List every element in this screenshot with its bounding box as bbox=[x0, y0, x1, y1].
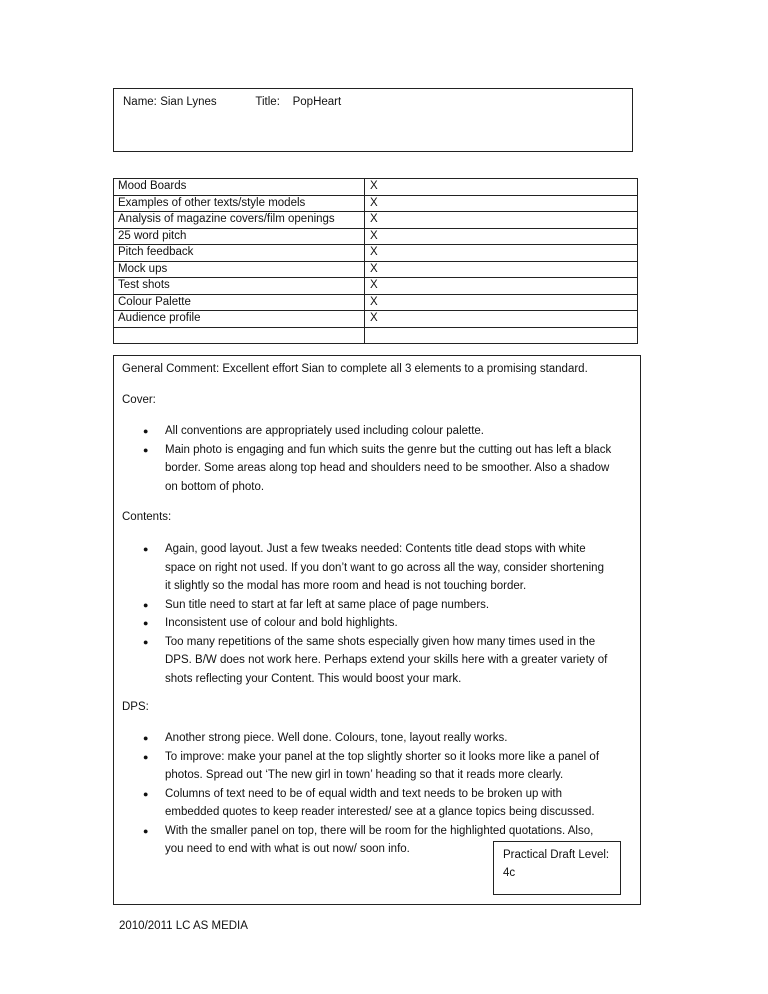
checklist-row bbox=[114, 327, 638, 344]
checklist-row bbox=[114, 278, 638, 295]
checklist-mark: X bbox=[365, 294, 638, 311]
bullet-icon: ● bbox=[143, 426, 149, 436]
name-label: Name: bbox=[123, 96, 157, 108]
comment-bullet-line: Main photo is engaging and fun which suits the genre but the cutting out has left a black bbox=[165, 443, 612, 456]
bullet-icon: ● bbox=[143, 788, 149, 799]
contents-heading: Contents: bbox=[122, 511, 172, 523]
checklist-row bbox=[114, 212, 638, 229]
bullet-icon: ● bbox=[143, 733, 149, 743]
checklist-row bbox=[114, 179, 638, 196]
comment-bullet-line: With the smaller panel on top, there will be room for the highlighted quotations. Also, bbox=[165, 824, 594, 837]
comment-bullet-line: Inconsistent use of colour and bold highlights. bbox=[165, 617, 398, 629]
comment-bullet-line: border. Some areas along top head and shoulders need to be smoother. Also a shadow bbox=[165, 462, 610, 474]
checklist-mark bbox=[365, 327, 638, 344]
header-box bbox=[113, 88, 633, 152]
comment-bullet-line: it slightly so the modal has more room and head is not touching border. bbox=[165, 580, 527, 592]
comment-bullet-line: space on right not used. If you don’t want to go across all the way, consider shortening bbox=[165, 561, 604, 574]
comment-box bbox=[113, 355, 641, 905]
checklist-row bbox=[114, 245, 638, 262]
draft-level-label: Practical Draft Level: bbox=[503, 849, 610, 861]
comment-bullet-line: All conventions are appropriately used including colour palette. bbox=[165, 425, 485, 437]
checklist-mark: X bbox=[365, 311, 638, 328]
draft-level-box bbox=[493, 841, 621, 895]
checklist-item: Audience profile bbox=[114, 311, 365, 328]
checklist-item: Mock ups bbox=[114, 261, 365, 278]
checklist-item: Mood Boards bbox=[114, 179, 365, 196]
comment-bullet-line: shots reflecting your Content. This would boost your mark. bbox=[165, 672, 462, 685]
checklist-item: Test shots bbox=[114, 278, 365, 295]
checklist-row bbox=[114, 195, 638, 212]
comment-bullet-line: Sun title need to start at far left at same place of page numbers. bbox=[165, 598, 490, 611]
checklist-mark: X bbox=[365, 212, 638, 229]
checklist-item: 25 word pitch bbox=[114, 228, 365, 245]
name-value: Sian Lynes bbox=[160, 96, 217, 108]
checklist-item: Pitch feedback bbox=[114, 245, 365, 262]
cover-heading: Cover: bbox=[122, 394, 156, 406]
comment-bullet-line: Another strong piece. Well done. Colours, tone, layout really works. bbox=[165, 732, 508, 744]
checklist-item bbox=[114, 327, 365, 344]
checklist-table bbox=[113, 178, 638, 344]
comment-bullet-line: To improve: make your panel at the top slightly shorter so it looks more like a panel of bbox=[165, 750, 600, 763]
checklist-mark: X bbox=[365, 228, 638, 245]
bullet-icon: ● bbox=[143, 618, 149, 628]
comment-bullet-line: on bottom of photo. bbox=[165, 480, 265, 493]
bullet-icon: ● bbox=[143, 544, 149, 554]
checklist-row bbox=[114, 261, 638, 278]
bullet-icon: ● bbox=[143, 444, 149, 455]
checklist-mark: X bbox=[365, 195, 638, 212]
checklist-row bbox=[114, 311, 638, 328]
bullet-icon: ● bbox=[143, 636, 149, 647]
title-label: Title: bbox=[255, 96, 280, 108]
checklist-mark: X bbox=[365, 278, 638, 295]
checklist-mark: X bbox=[365, 179, 638, 196]
comment-bullet-line: Columns of text need to be of equal width and text needs to be broken up with bbox=[165, 787, 563, 800]
checklist-mark: X bbox=[365, 245, 638, 262]
comment-bullet-line: photos. Spread out ‘The new girl in town’ heading so that it reads more clearly. bbox=[165, 769, 564, 781]
general-comment: General Comment: Excellent effort Sian to complete all 3 elements to a promising standard. bbox=[122, 363, 588, 375]
footer-text: 2010/2011 LC AS MEDIA bbox=[119, 920, 248, 932]
checklist-row bbox=[114, 228, 638, 245]
checklist-mark: X bbox=[365, 261, 638, 278]
checklist-item: Analysis of magazine covers/film openings bbox=[114, 212, 365, 229]
comment-bullet-line: Again, good layout. Just a few tweaks needed: Contents title dead stops with white bbox=[165, 543, 586, 555]
bullet-icon: ● bbox=[143, 599, 149, 610]
bullet-icon: ● bbox=[143, 751, 149, 762]
comment-bullet-line: embedded quotes to keep reader interested/ see at a glance topics being discussed. bbox=[165, 806, 595, 818]
comment-bullet-line: DPS. B/W does not work here. Perhaps extend your skills here with a greater variety of bbox=[165, 654, 608, 666]
header-line bbox=[123, 96, 341, 108]
comment-bullet-line: you need to end with what is out now/ soon info. bbox=[165, 843, 410, 855]
draft-level-value: 4c bbox=[503, 867, 516, 879]
comment-bullet-line: Too many repetitions of the same shots especially given how many times used in the bbox=[165, 635, 596, 648]
checklist-row bbox=[114, 294, 638, 311]
dps-heading: DPS: bbox=[122, 701, 149, 713]
title-value: PopHeart bbox=[292, 96, 342, 108]
checklist-item: Examples of other texts/style models bbox=[114, 195, 365, 212]
checklist-item: Colour Palette bbox=[114, 294, 365, 311]
bullet-icon: ● bbox=[143, 825, 149, 836]
